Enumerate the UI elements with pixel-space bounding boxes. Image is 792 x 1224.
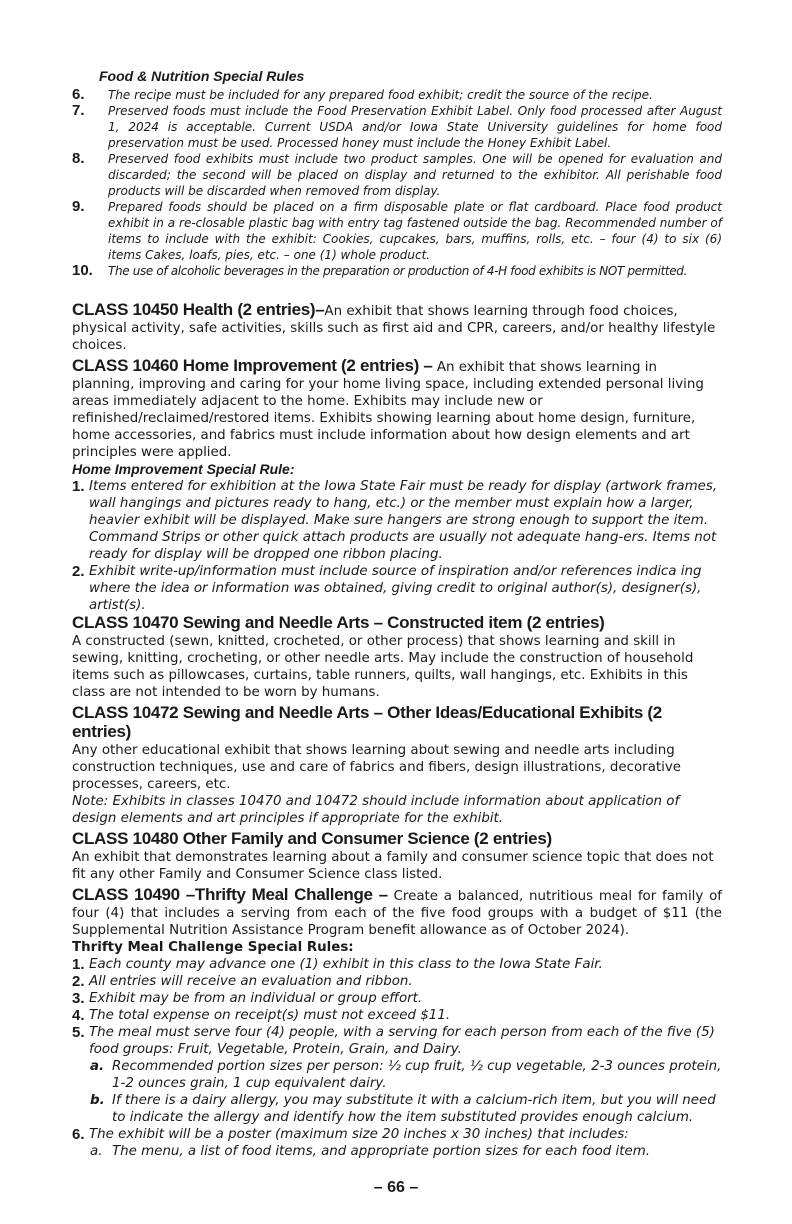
list-item: [72, 1126, 722, 1143]
class-10470-heading: CLASS 10470 Sewing and Needle Arts – Constructed item (2 entries): [72, 613, 605, 632]
list-item-text: The use of alcoholic beverages in the preparation or production of 4-H food exhibits is NOT permitted.: [108, 264, 688, 278]
list-item-number: 6.: [72, 1126, 85, 1143]
list-item-number: 10.: [72, 262, 93, 279]
class-10460-heading: CLASS 10460 Home Improvement (2 entries) –: [72, 356, 433, 375]
class-10490-heading: CLASS 10490 –Thrifty Meal Challenge –: [72, 885, 388, 904]
class-10480-text: An exhibit that demonstrates learning about a family and consumer science topic that does not fit any other Family and Consumer Science class listed.: [72, 850, 714, 882]
list-item: [72, 990, 722, 1007]
sub-list-item-text: Recommended portion sizes per person: ½ cup fruit, ½ cup vegetable, 2-3 ounces protein, 1-2 ounces grain, 1 cup equivalent dairy.: [112, 1059, 722, 1091]
list-item: [72, 973, 722, 990]
list-item-number: 3.: [72, 990, 85, 1007]
class-10490: [72, 886, 722, 939]
list-item-number: 6.: [72, 86, 85, 103]
list-item-text: Prepared foods should be placed on a firm disposable plate or flat cardboard. Place food product exhibit in a re-closable plastic bag with entry tag fastened outside the bag. Recommended number of items to include with the exhibit: Cookies, cupcakes, bars, muffins, rolls, etc. – four (4) to six (6) items Cakes, loafs, pies, etc. – one (1) whole product.: [108, 200, 722, 262]
list-item: [72, 151, 722, 199]
class-10480-heading-line: [72, 830, 722, 849]
class-10450: [72, 301, 722, 354]
thrifty-meal-rules-title: Thrifty Meal Challenge Special Rules:: [72, 940, 354, 955]
class-10480-heading: CLASS 10480 Other Family and Consumer Science (2 entries): [72, 829, 552, 848]
class-10450-heading: CLASS 10450 Health (2 entries)–: [72, 300, 325, 319]
sub-list-item-letter: b.: [90, 1093, 105, 1108]
list-item: [72, 199, 722, 263]
list-item: [72, 1007, 722, 1024]
list-item-number: 4.: [72, 1007, 85, 1024]
sub-list-item-text: If there is a dairy allergy, you may substitute it with a calcium-rich item, but you will need to indicate the allergy and identify how the item substituted provides enough calcium.: [112, 1093, 716, 1125]
sub-list-item-text: The menu, a list of food items, and appropriate portion sizes for each food item.: [112, 1144, 650, 1159]
class-10470-heading-line: [72, 614, 722, 633]
class-10460-text: An exhibit that shows learning in planning, improving and caring for your home living space, including extended personal living areas immediately adjacent to the home. Exhibits may include new or refinished/reclaimed/restored items. Exhibits showing learning about home design, furniture, home accessories, and fabrics must include information about how design elements and art principles were applied.: [72, 360, 704, 460]
home-improvement-rule-title: Home Improvement Special Rule:: [72, 461, 295, 477]
list-item-number: 8.: [72, 150, 85, 167]
class-10472-heading-line: [72, 704, 722, 742]
list-item-number: 2.: [72, 563, 85, 580]
class-10490-text: Create a balanced, nutritious meal for family of four (4) that includes a serving from each of the five food groups with a budget of $11 (the Supplemental Nutrition Assistance Program benefit allowance as of October 2024).: [72, 889, 722, 938]
list-item-number: 9.: [72, 198, 85, 215]
class-10460: [72, 357, 722, 461]
class-10472-text: Any other educational exhibit that shows learning about sewing and needle arts including construction techniques, use and care of fabrics and fibers, design illustrations, decorative processes, careers, etc.: [72, 743, 682, 792]
list-item: [72, 478, 722, 563]
list-item-number: 1.: [72, 956, 85, 973]
list-item-text: Exhibit write-up/information must include source of inspiration and/or references indica ing where the idea or information was obtained, giving credit to original author(s), designer(s), artist(s).: [89, 564, 702, 613]
list-item-text: Items entered for exhibition at the Iowa State Fair must be ready for display (artwork frames, wall hangings and pictures ready to hang, etc.) or the member must explain how a larger, heavier exhibit will be displayed. Make sure hangers are strong enough to support the item. Command Strips or other quick attach products are usually not adequate hang-ers. Items not ready for display will be dropped one ribbon placing.: [89, 479, 718, 562]
food-nutrition-rules-title: Food & Nutrition Special Rules: [99, 68, 305, 84]
list-item: [72, 87, 722, 103]
sub-list-item: [90, 1143, 722, 1160]
class-10472-heading: CLASS 10472 Sewing and Needle Arts – Other Ideas/Educational Exhibits (2 entries): [72, 703, 662, 741]
page-content: [72, 68, 722, 1160]
list-item: [72, 956, 722, 973]
list-item-text: The total expense on receipt(s) must not exceed $11.: [89, 1008, 451, 1023]
list-item: [72, 563, 722, 614]
list-item-text: The recipe must be included for any prepared food exhibit; credit the source of the recipe.: [108, 88, 653, 102]
list-item-text: The exhibit will be a poster (maximum size 20 inches x 30 inches) that includes:: [89, 1127, 629, 1142]
class-10450-text: An exhibit that shows learning through food choices, physical activity, safe activities, skills such as first aid and CPR, careers, and/or healthy lifestyle choices.: [72, 304, 716, 353]
sub-list-item-letter: a.: [90, 1144, 103, 1159]
list-item-text: All entries will receive an evaluation and ribbon.: [89, 974, 413, 989]
list-item-text: Exhibit may be from an individual or group effort.: [89, 991, 423, 1006]
list-item-number: 1.: [72, 478, 85, 495]
list-item-number: 7.: [72, 102, 85, 119]
class-10472-note: Note: Exhibits in classes 10470 and 10472 should include information about application of design elements and art principles if appropriate for the exhibit.: [72, 794, 680, 826]
sub-list-item-letter: a.: [90, 1059, 105, 1074]
sub-list-item: [90, 1058, 722, 1092]
list-item: [72, 103, 722, 151]
page-number: – 66 –: [373, 1179, 419, 1196]
list-item-text: Preserved foods must include the Food Preservation Exhibit Label. Only food processed after August 1, 2024 is acceptable. Current USDA and/or Iowa State University guidelines for home food preservation must be used. Processed honey must include the Honey Exhibit Label.: [108, 104, 722, 150]
list-item-text: Each county may advance one (1) exhibit in this class to the Iowa State Fair.: [89, 957, 603, 972]
list-item-text: Preserved food exhibits must include two product samples. One will be opened for evaluation and discarded; the second will be placed on display and returned to the exhibitor. All perishable food products will be discarded when removed from display.: [108, 152, 722, 198]
class-10470-text: A constructed (sewn, knitted, crocheted, or other process) that shows learning and skill in sewing, knitting, crocheting, or other needle arts. May include the construction of household items such as pillowcases, curtains, table runners, quilts, wall hangings, etc. Exhibits in this class are not intended to be worn by humans.: [72, 634, 694, 700]
list-item-number: 5.: [72, 1024, 85, 1041]
food-nutrition-rules-list: [72, 87, 722, 279]
list-item: [72, 1024, 722, 1058]
list-item: [72, 263, 722, 279]
list-item-text: The meal must serve four (4) people, with a serving for each person from each of the five (5) food groups: Fruit, Vegetable, Protein, Grain, and Dairy.: [89, 1025, 715, 1057]
list-item-number: 2.: [72, 973, 85, 990]
sub-list-item: [90, 1092, 722, 1126]
